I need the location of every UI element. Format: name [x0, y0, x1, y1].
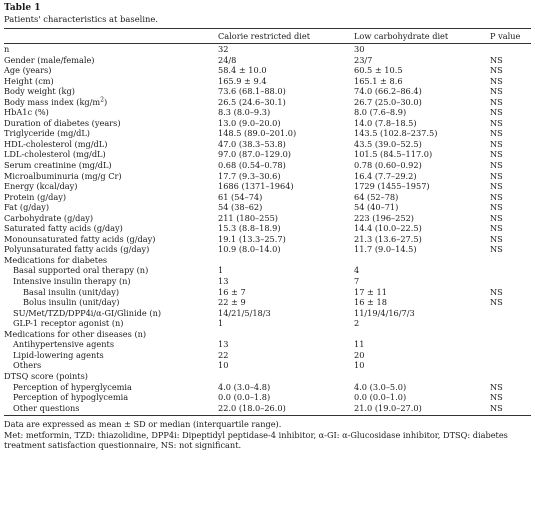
calorie-value-cell: 148.5 (89.0–201.0) — [218, 128, 297, 139]
pvalue-cell: NS — [490, 75, 503, 86]
pvalue-cell: NS — [490, 223, 503, 234]
table-row — [4, 55, 531, 66]
row-label-cell — [4, 97, 218, 108]
row-label: Fat (g/day) — [4, 202, 50, 213]
table-row — [4, 44, 531, 55]
row-label: Triglyceride (mg/dL) — [4, 128, 90, 139]
table-row — [4, 181, 531, 192]
row-label: Basal supported oral therapy (n) — [13, 265, 149, 276]
row-label: Antihypertensive agents — [13, 339, 115, 350]
calorie-value-cell: 1 — [218, 265, 224, 276]
row-label: Height (cm) — [4, 75, 54, 86]
lowcarb-value-cell: 43.5 (39.0–52.5) — [354, 138, 422, 149]
table-body — [4, 44, 531, 416]
calorie-value-cell: 0.68 (0.54–0.78) — [218, 160, 286, 171]
row-label-cell — [4, 139, 218, 150]
table-row — [4, 318, 531, 329]
row-label-cell — [4, 149, 218, 160]
row-label-cell — [4, 65, 218, 76]
table-row — [4, 382, 531, 393]
table-notes — [4, 419, 531, 451]
lowcarb-value-cell: 30 — [354, 44, 365, 54]
row-label-cell — [4, 160, 218, 171]
table-row — [4, 392, 531, 403]
calorie-value-cell: 8.3 (8.0–9.3) — [218, 107, 271, 118]
row-label-cell — [4, 297, 218, 308]
lowcarb-value-cell: 21.3 (13.6–27.5) — [354, 233, 422, 244]
table-row — [4, 234, 531, 245]
row-label-cell — [4, 350, 218, 361]
table-row — [4, 223, 531, 234]
table-row — [4, 139, 531, 150]
table-label: Table 1 — [4, 3, 41, 13]
row-label-cell — [4, 234, 218, 245]
table-row — [4, 107, 531, 118]
table-row — [4, 255, 531, 266]
table-row — [4, 297, 531, 308]
pvalue-cell: NS — [490, 170, 503, 181]
table-row — [4, 65, 531, 76]
pvalue-cell: NS — [490, 244, 503, 255]
row-label-cell — [4, 287, 218, 298]
row-label: n — [4, 44, 10, 54]
row-label-cell — [4, 223, 218, 234]
lowcarb-value-cell — [354, 255, 490, 266]
row-label-cell — [4, 192, 218, 203]
row-label: Body weight (kg) — [4, 86, 75, 97]
row-label: DTSQ score (points) — [4, 370, 88, 381]
pvalue-cell: NS — [490, 96, 503, 107]
calorie-value-cell: 22 ± 9 — [218, 297, 246, 308]
calorie-value-cell: 22.0 (18.0–26.0) — [218, 402, 286, 413]
pvalue-cell — [490, 255, 531, 266]
row-label: SU/Met/TZD/DPP4i/α-GI/Glinide (n) — [13, 307, 162, 318]
lowcarb-value-cell — [354, 329, 490, 340]
row-label-cell — [4, 118, 218, 129]
lowcarb-value-cell: 1729 (1455–1957) — [354, 181, 430, 192]
lowcarb-value-cell: 64 (52–78) — [354, 191, 399, 202]
pvalue-cell: NS — [490, 286, 503, 297]
row-label-cell — [4, 308, 218, 319]
calorie-value-cell: 58.4 ± 10.0 — [218, 65, 267, 76]
row-label: HbA1c (%) — [4, 107, 49, 118]
row-label-superscript: 2 — [100, 96, 105, 103]
row-label: Perception of hypoglycemia — [13, 392, 129, 403]
table-row — [4, 86, 531, 97]
row-label: LDL-cholesterol (mg/dL) — [4, 149, 106, 160]
lowcarb-value-cell: 21.0 (19.0–27.0) — [354, 402, 422, 413]
lowcarb-value-cell: 16 ± 18 — [354, 297, 387, 308]
pvalue-cell: NS — [490, 233, 503, 244]
table-row — [4, 171, 531, 182]
table-row — [4, 202, 531, 213]
lowcarb-value-cell: 223 (196–252) — [354, 212, 414, 223]
row-label-cell — [4, 44, 218, 55]
pvalue-cell: NS — [490, 181, 503, 192]
row-label: Carbohydrate (g/day) — [4, 212, 94, 223]
calorie-value-cell: 1686 (1371–1964) — [218, 181, 294, 192]
calorie-value-cell: 97.0 (87.0–129.0) — [218, 149, 291, 160]
row-label-tail: ) — [104, 96, 108, 107]
row-label: Age (years) — [4, 65, 52, 76]
calorie-value-cell: 61 (54–74) — [218, 191, 263, 202]
table-row — [4, 128, 531, 139]
calorie-value-cell: 13 — [218, 339, 229, 350]
characteristics-table — [4, 29, 531, 415]
bottom-rule — [4, 415, 531, 416]
table-row — [4, 213, 531, 224]
table-row — [4, 308, 531, 319]
calorie-value-cell: 73.6 (68.1–88.0) — [218, 86, 286, 97]
row-label: HDL-cholesterol (mg/dL) — [4, 138, 108, 149]
row-label: Others — [13, 360, 42, 371]
row-label-cell — [4, 55, 218, 66]
pvalue-cell: NS — [490, 138, 503, 149]
row-label: Other questions — [13, 402, 80, 413]
pvalue-cell — [490, 329, 531, 340]
pvalue-cell — [490, 44, 531, 55]
calorie-value-cell: 17.7 (9.3–30.6) — [218, 170, 281, 181]
calorie-value-cell: 211 (180–255) — [218, 212, 278, 223]
calorie-value-cell: 10.9 (8.0–14.0) — [218, 244, 281, 255]
table-row — [4, 160, 531, 171]
row-label-cell — [4, 329, 218, 340]
calorie-value-cell: 19.1 (13.3–25.7) — [218, 233, 286, 244]
pvalue-cell: NS — [490, 86, 503, 97]
calorie-value-cell: 13.0 (9.0–20.0) — [218, 117, 281, 128]
calorie-value-cell: 54 (38–62) — [218, 202, 263, 213]
calorie-value-cell: 4.0 (3.0–4.8) — [218, 381, 271, 392]
lowcarb-value-cell: 60.5 ± 10.5 — [354, 65, 403, 76]
header-row — [4, 29, 531, 44]
row-label: Microalbuminuria (mg/g Cr) — [4, 170, 122, 181]
pvalue-cell: NS — [490, 107, 503, 118]
pvalue-cell: NS — [490, 65, 503, 76]
table-row — [4, 329, 531, 340]
row-label: Protein (g/day) — [4, 191, 67, 202]
lowcarb-value-cell: 8.0 (7.6–8.9) — [354, 107, 407, 118]
row-label-cell — [4, 360, 218, 371]
calorie-value-cell: 1 — [218, 318, 224, 329]
row-label-cell — [4, 86, 218, 97]
lowcarb-value-cell: 2 — [354, 318, 360, 329]
row-label: Gender (male/female) — [4, 54, 95, 65]
pvalue-cell: NS — [490, 117, 503, 128]
table-caption: Patients' characteristics at baseline. — [4, 14, 159, 24]
lowcarb-value-cell: 143.5 (102.8–237.5) — [354, 128, 438, 139]
calorie-value-cell — [218, 329, 354, 340]
calorie-value-cell: 16 ± 7 — [218, 286, 246, 297]
row-label-cell — [4, 244, 218, 255]
table-row — [4, 339, 531, 350]
pvalue-cell — [490, 308, 531, 319]
header-cell-calorie: Calorie restricted diet — [218, 31, 311, 41]
lowcarb-value-cell: 101.5 (84.5–117.0) — [354, 149, 433, 160]
header-cell-pvalue: P value — [490, 31, 521, 41]
calorie-value-cell: 47.0 (38.3–53.8) — [218, 138, 286, 149]
row-label: Bolus insulin (unit/day) — [23, 297, 120, 308]
lowcarb-value-cell: 11/19/4/16/7/3 — [354, 307, 415, 318]
lowcarb-value-cell: 4 — [354, 265, 360, 276]
table-row — [4, 276, 531, 287]
lowcarb-value-cell: 74.0 (66.2–86.4) — [354, 86, 422, 97]
lowcarb-value-cell: 16.4 (7.7–29.2) — [354, 170, 417, 181]
row-label-cell — [4, 128, 218, 139]
table-row — [4, 350, 531, 361]
calorie-value-cell: 32 — [218, 44, 229, 54]
row-label: Intensive insulin therapy (n) — [13, 276, 131, 287]
calorie-value-cell — [218, 371, 354, 382]
row-label: Medications for diabetes — [4, 254, 108, 265]
row-label: Monounsaturated fatty acids (g/day) — [4, 233, 156, 244]
table-row — [4, 360, 531, 371]
pvalue-cell — [490, 371, 531, 382]
calorie-value-cell: 15.3 (8.8–18.9) — [218, 223, 281, 234]
row-label-cell — [4, 213, 218, 224]
row-label-cell — [4, 318, 218, 329]
table-row — [4, 76, 531, 87]
row-label-cell — [4, 181, 218, 192]
row-label-cell — [4, 403, 218, 416]
pvalue-cell: NS — [490, 128, 503, 139]
table-row — [4, 287, 531, 298]
table-note: Met: metformin, TZD: thiazolidine, DPP4i: Dipeptidyl peptidase-4 inhibitor, α-GI: α-Glucosidase inhibitor, DTSQ: diabetes treatment satisfaction questionnaire, NS: not significant. — [4, 429, 508, 451]
lowcarb-value-cell: 54 (40–71) — [354, 202, 399, 213]
pvalue-cell: NS — [490, 54, 503, 65]
lowcarb-value-cell — [354, 371, 490, 382]
pvalue-cell — [490, 265, 531, 276]
lowcarb-value-cell: 10 — [354, 360, 365, 371]
lowcarb-value-cell: 20 — [354, 349, 365, 360]
pvalue-cell: NS — [490, 191, 503, 202]
row-label-cell — [4, 202, 218, 213]
row-label: Polyunsaturated fatty acids (g/day) — [4, 244, 150, 255]
calorie-value-cell: 24/8 — [218, 54, 237, 65]
calorie-value-cell — [218, 255, 354, 266]
pvalue-cell: NS — [490, 212, 503, 223]
calorie-value-cell: 13 — [218, 276, 229, 287]
pvalue-cell: NS — [490, 402, 503, 413]
row-label-cell — [4, 371, 218, 382]
lowcarb-value-cell: 14.4 (10.0–22.5) — [354, 223, 422, 234]
pvalue-cell — [490, 276, 531, 287]
table-note: Data are expressed as mean ± SD or median (interquartile range). — [4, 419, 282, 430]
lowcarb-value-cell: 26.7 (25.0–30.0) — [354, 96, 422, 107]
table-row — [4, 192, 531, 203]
calorie-value-cell: 14/21/5/18/3 — [218, 307, 271, 318]
calorie-value-cell: 165.9 ± 9.4 — [218, 75, 267, 86]
lowcarb-value-cell: 0.78 (0.60–0.92) — [354, 160, 422, 171]
pvalue-cell: NS — [490, 160, 503, 171]
table-row — [4, 265, 531, 276]
lowcarb-value-cell: 0.0 (0.0–1.0) — [354, 392, 407, 403]
table-container — [4, 0, 531, 451]
calorie-value-cell: 22 — [218, 349, 229, 360]
row-label: Perception of hyperglycemia — [13, 381, 132, 392]
row-label-cell — [4, 76, 218, 87]
table-row — [4, 149, 531, 160]
table-row — [4, 403, 531, 416]
row-label: Saturated fatty acids (g/day) — [4, 223, 123, 234]
row-label: Body mass index (kg/m — [4, 96, 101, 107]
table-row — [4, 244, 531, 255]
row-label-cell — [4, 276, 218, 287]
pvalue-cell — [490, 339, 531, 350]
row-label: Medications for other diseases (n) — [4, 328, 147, 339]
calorie-value-cell: 10 — [218, 360, 229, 371]
lowcarb-value-cell: 14.0 (7.8–18.5) — [354, 117, 417, 128]
row-label: Duration of diabetes (years) — [4, 117, 121, 128]
lowcarb-value-cell: 4.0 (3.0–5.0) — [354, 381, 407, 392]
table-row — [4, 371, 531, 382]
pvalue-cell: NS — [490, 297, 503, 308]
row-label: Serum creatinine (mg/dL) — [4, 160, 112, 171]
pvalue-cell — [490, 360, 531, 371]
header-cell-lowcarb: Low carbohydrate diet — [354, 31, 449, 41]
row-label: Lipid-lowering agents — [13, 349, 104, 360]
pvalue-cell — [490, 318, 531, 329]
pvalue-cell: NS — [490, 381, 503, 392]
header-cell-label — [4, 29, 218, 44]
lowcarb-value-cell: 165.1 ± 8.6 — [354, 75, 403, 86]
row-label: GLP-1 receptor agonist (n) — [13, 318, 124, 329]
pvalue-cell — [490, 350, 531, 361]
row-label-cell — [4, 171, 218, 182]
row-label-cell — [4, 265, 218, 276]
pvalue-cell: NS — [490, 202, 503, 213]
row-label: Energy (kcal/day) — [4, 181, 78, 192]
table-row — [4, 97, 531, 108]
row-label-cell — [4, 339, 218, 350]
row-label-cell — [4, 392, 218, 403]
row-label-cell — [4, 107, 218, 118]
lowcarb-value-cell: 7 — [354, 276, 360, 287]
lowcarb-value-cell: 17 ± 11 — [354, 286, 387, 297]
lowcarb-value-cell: 23/7 — [354, 54, 373, 65]
pvalue-cell: NS — [490, 149, 503, 160]
row-label-cell — [4, 382, 218, 393]
row-label: Basal insulin (unit/day) — [23, 286, 120, 297]
table-row — [4, 118, 531, 129]
calorie-value-cell: 0.0 (0.0–1.8) — [218, 392, 271, 403]
row-label-cell — [4, 255, 218, 266]
pvalue-cell: NS — [490, 392, 503, 403]
lowcarb-value-cell: 11 — [354, 339, 365, 350]
calorie-value-cell: 26.5 (24.6–30.1) — [218, 96, 286, 107]
lowcarb-value-cell: 11.7 (9.0–14.5) — [354, 244, 417, 255]
